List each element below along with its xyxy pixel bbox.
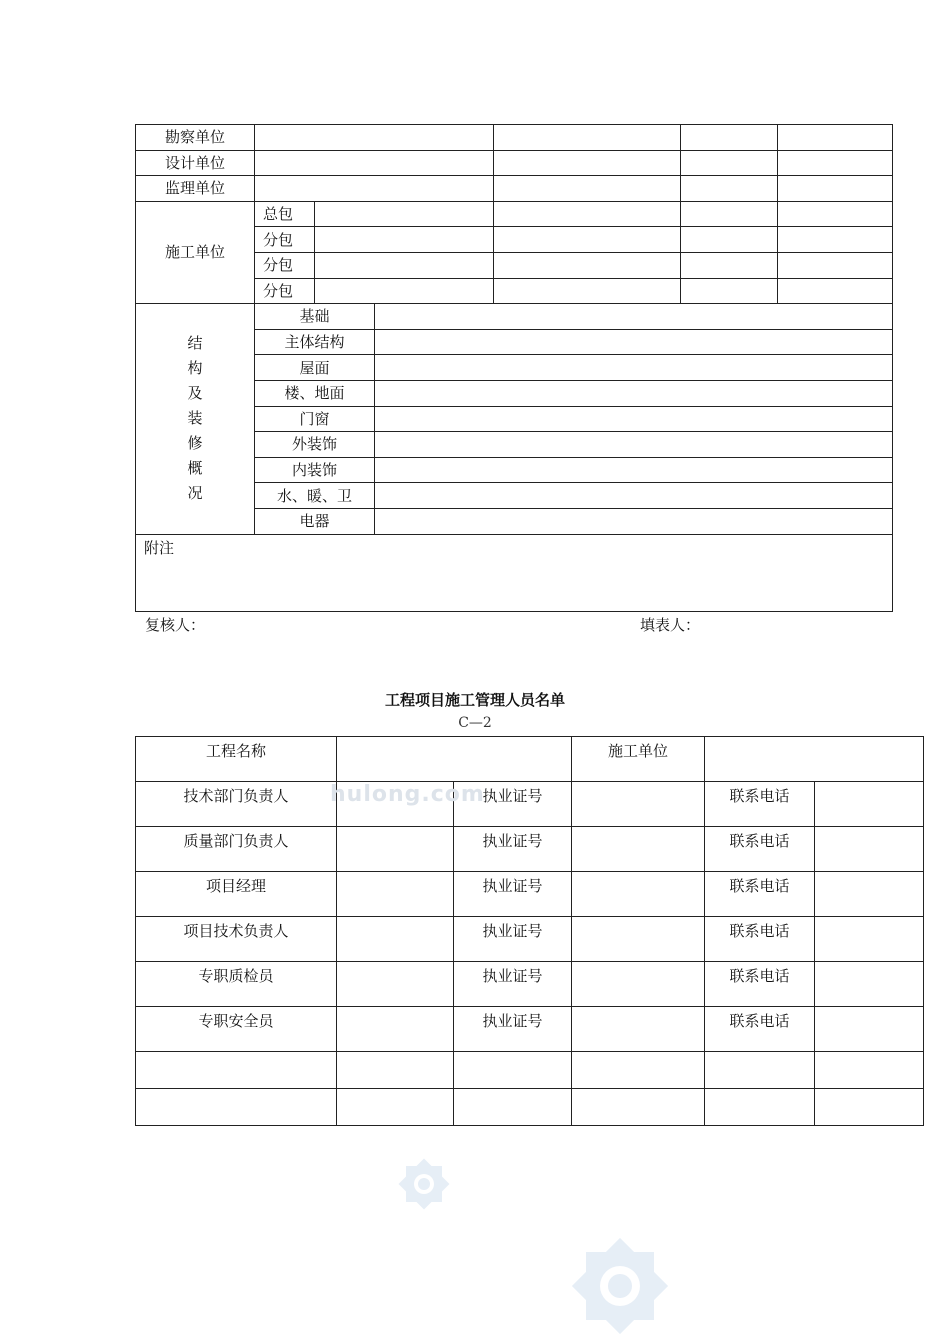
subcontractor-cell[interactable] bbox=[315, 227, 494, 253]
foundation-cell[interactable] bbox=[375, 304, 893, 330]
empty-cell[interactable] bbox=[815, 1089, 924, 1126]
filler-label: 填表人： bbox=[640, 616, 701, 634]
role-label: 质量部门负责人 bbox=[136, 827, 337, 872]
subcontractor-cell[interactable] bbox=[315, 252, 494, 278]
interior-decoration-cell[interactable] bbox=[375, 457, 893, 483]
cert-cell[interactable] bbox=[572, 917, 705, 962]
phone-label: 联系电话 bbox=[705, 1007, 815, 1052]
cell[interactable] bbox=[494, 150, 681, 176]
role-label: 专职安全员 bbox=[136, 1007, 337, 1052]
plumbing-hvac-label: 水、暖、卫 bbox=[255, 483, 375, 509]
empty-cell[interactable] bbox=[454, 1052, 572, 1089]
construction-unit-label: 施工单位 bbox=[572, 737, 705, 782]
cell[interactable] bbox=[681, 201, 778, 227]
label-char: 结 bbox=[187, 334, 203, 353]
empty-cell[interactable] bbox=[572, 1052, 705, 1089]
cell[interactable] bbox=[778, 252, 893, 278]
exterior-decoration-label: 外装饰 bbox=[255, 432, 375, 458]
subcontractor-cell[interactable] bbox=[315, 278, 494, 304]
cell[interactable] bbox=[494, 252, 681, 278]
empty-cell[interactable] bbox=[337, 1052, 454, 1089]
survey-unit-label: 勘察单位 bbox=[136, 125, 255, 151]
empty-cell[interactable] bbox=[136, 1052, 337, 1089]
doors-windows-cell[interactable] bbox=[375, 406, 893, 432]
role-label: 项目经理 bbox=[136, 872, 337, 917]
watermark-logo-large-icon bbox=[562, 1228, 678, 1344]
phone-label: 联系电话 bbox=[705, 962, 815, 1007]
electrical-cell[interactable] bbox=[375, 508, 893, 534]
cell[interactable] bbox=[494, 227, 681, 253]
supervision-unit-cell[interactable] bbox=[255, 176, 494, 202]
main-structure-cell[interactable] bbox=[375, 329, 893, 355]
cert-label: 执业证号 bbox=[454, 782, 572, 827]
cell[interactable] bbox=[681, 278, 778, 304]
cert-label: 执业证号 bbox=[454, 917, 572, 962]
empty-cell[interactable] bbox=[815, 1052, 924, 1089]
name-cell[interactable] bbox=[337, 1007, 454, 1052]
cell[interactable] bbox=[681, 227, 778, 253]
empty-cell[interactable] bbox=[705, 1052, 815, 1089]
empty-cell[interactable] bbox=[572, 1089, 705, 1126]
general-contractor-cell[interactable] bbox=[315, 201, 494, 227]
cert-label: 执业证号 bbox=[454, 962, 572, 1007]
floor-label: 楼、地面 bbox=[255, 380, 375, 406]
cell[interactable] bbox=[681, 252, 778, 278]
phone-cell[interactable] bbox=[815, 1007, 924, 1052]
personnel-table bbox=[135, 736, 924, 1126]
label-char: 况 bbox=[187, 484, 203, 503]
cert-label: 执业证号 bbox=[454, 872, 572, 917]
phone-label: 联系电话 bbox=[705, 917, 815, 962]
cell[interactable] bbox=[494, 176, 681, 202]
phone-cell[interactable] bbox=[815, 872, 924, 917]
label-char: 构 bbox=[187, 359, 203, 378]
label-char: 及 bbox=[187, 384, 203, 403]
electrical-label: 电器 bbox=[255, 508, 375, 534]
cert-cell[interactable] bbox=[572, 1007, 705, 1052]
cell[interactable] bbox=[681, 176, 778, 202]
notes-cell[interactable] bbox=[136, 534, 893, 611]
cert-cell[interactable] bbox=[572, 962, 705, 1007]
phone-cell[interactable] bbox=[815, 782, 924, 827]
phone-label: 联系电话 bbox=[705, 872, 815, 917]
cell[interactable] bbox=[778, 150, 893, 176]
cell[interactable] bbox=[681, 125, 778, 151]
cert-label: 执业证号 bbox=[454, 1007, 572, 1052]
design-unit-cell[interactable] bbox=[255, 150, 494, 176]
role-label: 技术部门负责人 bbox=[136, 782, 337, 827]
personnel-list-title: 工程项目施工管理人员名单 bbox=[384, 691, 565, 709]
survey-unit-cell[interactable] bbox=[255, 125, 494, 151]
doors-windows-label: 门窗 bbox=[255, 406, 375, 432]
label-char: 修 bbox=[187, 434, 203, 453]
watermark-logo-icon bbox=[392, 1152, 456, 1216]
cert-cell[interactable] bbox=[572, 782, 705, 827]
reviewer-label: 复核人： bbox=[145, 616, 206, 634]
roof-cell[interactable] bbox=[375, 355, 893, 381]
project-name-label: 工程名称 bbox=[136, 737, 337, 782]
floor-cell[interactable] bbox=[375, 380, 893, 406]
notes-label: 附注 bbox=[144, 538, 175, 557]
exterior-decoration-cell[interactable] bbox=[375, 432, 893, 458]
main-structure-label: 主体结构 bbox=[255, 329, 375, 355]
structure-overview-label bbox=[136, 304, 255, 534]
roof-label: 屋面 bbox=[255, 355, 375, 381]
cert-cell[interactable] bbox=[572, 827, 705, 872]
construction-unit-label: 施工单位 bbox=[136, 201, 255, 303]
phone-label: 联系电话 bbox=[705, 827, 815, 872]
plumbing-hvac-cell[interactable] bbox=[375, 483, 893, 509]
label-char: 概 bbox=[187, 459, 203, 478]
phone-label: 联系电话 bbox=[705, 782, 815, 827]
empty-cell[interactable] bbox=[337, 1089, 454, 1126]
cell[interactable] bbox=[681, 150, 778, 176]
cell[interactable] bbox=[778, 278, 893, 304]
empty-cell[interactable] bbox=[454, 1089, 572, 1126]
empty-cell[interactable] bbox=[136, 1089, 337, 1126]
cell[interactable] bbox=[778, 227, 893, 253]
phone-cell[interactable] bbox=[815, 962, 924, 1007]
project-info-table bbox=[135, 124, 893, 612]
name-cell[interactable] bbox=[337, 917, 454, 962]
project-name-cell[interactable] bbox=[337, 737, 572, 782]
cert-cell[interactable] bbox=[572, 872, 705, 917]
name-cell[interactable] bbox=[337, 827, 454, 872]
name-cell[interactable] bbox=[337, 872, 454, 917]
cell[interactable] bbox=[494, 125, 681, 151]
design-unit-label: 设计单位 bbox=[136, 150, 255, 176]
supervision-unit-label: 监理单位 bbox=[136, 176, 255, 202]
cell[interactable] bbox=[778, 201, 893, 227]
cell[interactable] bbox=[778, 125, 893, 151]
construction-unit-cell[interactable] bbox=[705, 737, 924, 782]
form-code: C—2 bbox=[458, 715, 492, 731]
phone-cell[interactable] bbox=[815, 917, 924, 962]
cell[interactable] bbox=[494, 278, 681, 304]
phone-cell[interactable] bbox=[815, 827, 924, 872]
cell[interactable] bbox=[494, 201, 681, 227]
foundation-label: 基础 bbox=[255, 304, 375, 330]
general-contractor-label: 总包 bbox=[255, 201, 315, 227]
interior-decoration-label: 内装饰 bbox=[255, 457, 375, 483]
name-cell[interactable] bbox=[337, 962, 454, 1007]
watermark-text: hulong.com bbox=[330, 782, 485, 807]
subcontractor-label: 分包 bbox=[255, 278, 315, 304]
empty-cell[interactable] bbox=[705, 1089, 815, 1126]
role-label: 专职质检员 bbox=[136, 962, 337, 1007]
label-char: 装 bbox=[187, 409, 203, 428]
role-label: 项目技术负责人 bbox=[136, 917, 337, 962]
cell[interactable] bbox=[778, 176, 893, 202]
cert-label: 执业证号 bbox=[454, 827, 572, 872]
subcontractor-label: 分包 bbox=[255, 252, 315, 278]
subcontractor-label: 分包 bbox=[255, 227, 315, 253]
